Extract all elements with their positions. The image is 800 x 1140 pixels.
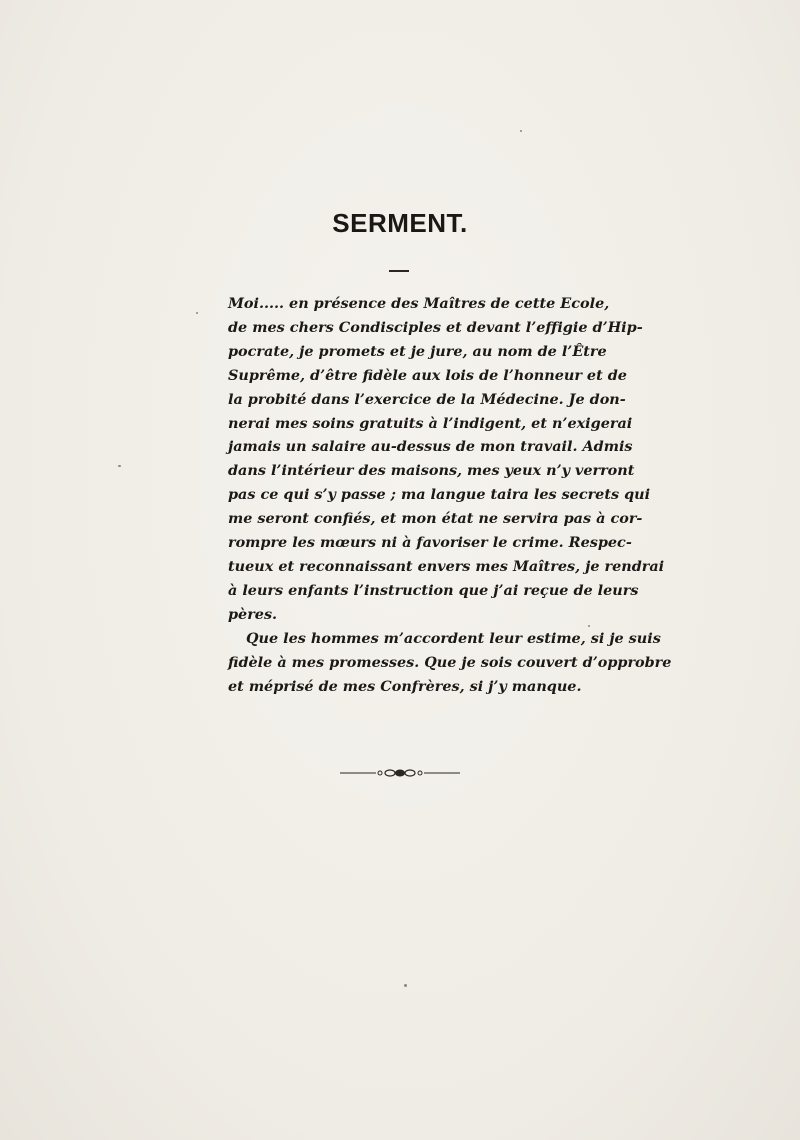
paper-speck [520,130,522,132]
text-line: jamais un salaire au-dessus de mon travail. Admis [228,438,633,456]
text-line: pas ce qui s’y passe ; ma langue taira les secrets qui [228,486,651,504]
text-line: de mes chers Condisciples et devant l’effigie d’Hip- [228,318,643,336]
text-line: tueux et reconnaissant envers mes Maîtres, je rendrai [228,557,665,575]
text-line: à leurs enfants l’instruction que j’ai reçue de leurs [228,581,639,599]
text-line: pères. [228,605,278,623]
text-line: la probité dans l’exercice de la Médecine. Je don- [228,390,626,408]
text-line: et méprisé de mes Confrères, si j’y manque. [228,677,582,695]
paper-speck [196,312,198,314]
paragraph-1 [228,292,665,627]
paper-speck [118,465,121,467]
text-line: Moi..... en présence des Maîtres de cette Ecole, [228,295,610,312]
text-line: fidèle à mes promesses. Que je sois couvert d’opprobre [228,653,672,671]
oath-title: SERMENT. [332,208,468,238]
text-line: rompre les mœurs ni à favoriser le crime. Respec- [228,534,632,552]
title-divider [389,270,409,272]
text-line: Que les hommes m’accordent leur estime, si je suis [246,629,661,647]
oath-body [228,292,672,698]
text-line: nerai mes soins gratuits à l’indigent, et n’exigerai [228,414,633,432]
paper-speck [588,625,590,627]
text-line: pocrate, je promets et je jure, au nom de l’Être [228,342,607,360]
text-line: dans l’intérieur des maisons, mes yeux n’y verront [228,462,635,480]
fleuron-ornament-icon [340,768,460,778]
text-line: Suprême, d’être fidèle aux lois de l’honneur et de [228,366,627,384]
paragraph-2 [228,627,672,699]
paper-speck [404,984,407,987]
text-line: me seront confiés, et mon état ne servira pas à cor- [228,510,643,528]
